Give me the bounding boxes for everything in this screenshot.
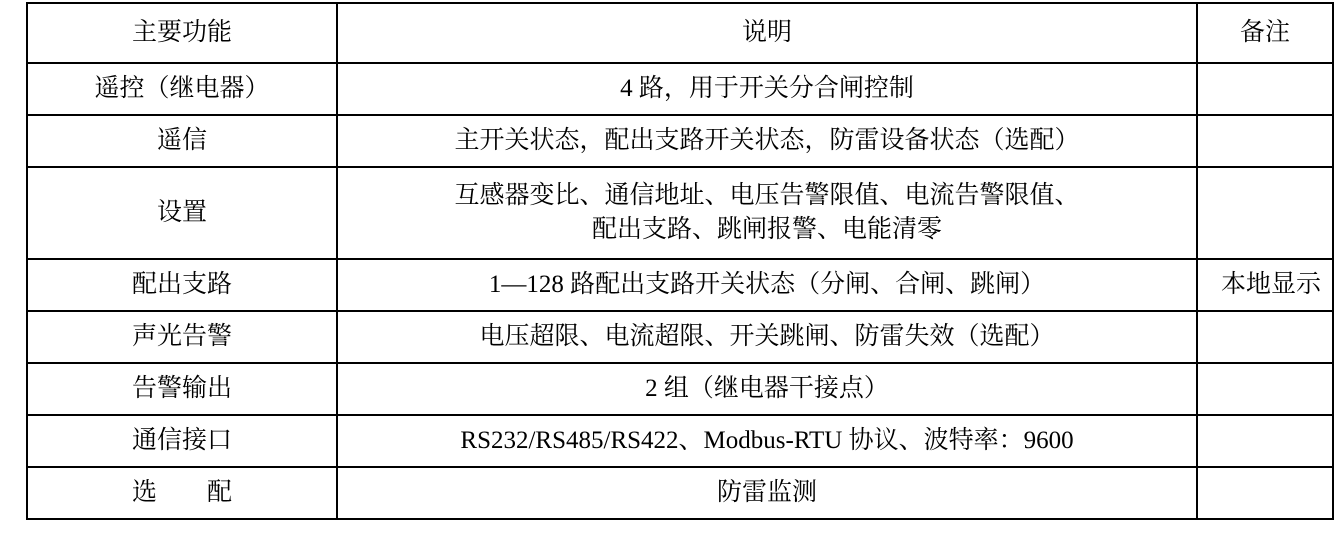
cell-note-text: 本地显示 bbox=[1220, 271, 1321, 298]
cell-function: 通信接口 bbox=[27, 415, 337, 467]
cell-function: 声光告警 bbox=[27, 311, 337, 363]
table-row bbox=[27, 259, 1333, 311]
cell-description: 主开关状态，配出支路开关状态，防雷设备状态（选配） bbox=[337, 115, 1197, 167]
cell-function: 告警输出 bbox=[27, 363, 337, 415]
cell-description bbox=[337, 167, 1197, 259]
cell-note bbox=[1197, 415, 1333, 467]
cell-function: 遥控（继电器） bbox=[27, 63, 337, 115]
column-header-note: 备注 bbox=[1197, 3, 1333, 63]
cell-note bbox=[1197, 363, 1333, 415]
column-header-function: 主要功能 bbox=[27, 3, 337, 63]
cell-description: 2 组（继电器干接点） bbox=[337, 363, 1197, 415]
cell-description-line-2: 配出支路、跳闸报警、电能清零 bbox=[591, 216, 942, 243]
table-header-row bbox=[27, 3, 1333, 63]
cell-function: 选 配 bbox=[27, 467, 337, 519]
table-row bbox=[27, 63, 1333, 115]
column-header-description: 说明 bbox=[337, 3, 1197, 63]
table-row bbox=[27, 363, 1333, 415]
cell-description: 防雷监测 bbox=[337, 467, 1197, 519]
cell-note bbox=[1197, 63, 1333, 115]
cell-description: 1—128 路配出支路开关状态（分闸、合闸、跳闸） bbox=[337, 259, 1197, 311]
cell-description: 电压超限、电流超限、开关跳闸、防雷失效（选配） bbox=[337, 311, 1197, 363]
specification-table bbox=[26, 2, 1334, 520]
cell-note bbox=[1197, 311, 1333, 363]
table-row bbox=[27, 467, 1333, 519]
table-row bbox=[27, 311, 1333, 363]
cell-note bbox=[1197, 167, 1333, 259]
cell-note bbox=[1197, 259, 1333, 311]
table-row bbox=[27, 115, 1333, 167]
cell-description-line-1: 互感器变比、通信地址、电压告警限值、电流告警限值、 bbox=[454, 181, 1080, 209]
table-row bbox=[27, 167, 1333, 259]
table-row bbox=[27, 415, 1333, 467]
cell-note bbox=[1197, 467, 1333, 519]
cell-function: 配出支路 bbox=[27, 259, 337, 311]
cell-description: RS232/RS485/RS422、Modbus-RTU 协议、波特率：9600 bbox=[337, 415, 1197, 467]
cell-description: 4 路，用于开关分合闸控制 bbox=[337, 63, 1197, 115]
document-page bbox=[0, 2, 1334, 534]
cell-note bbox=[1197, 115, 1333, 167]
cell-function: 设置 bbox=[27, 167, 337, 259]
cell-function: 遥信 bbox=[27, 115, 337, 167]
